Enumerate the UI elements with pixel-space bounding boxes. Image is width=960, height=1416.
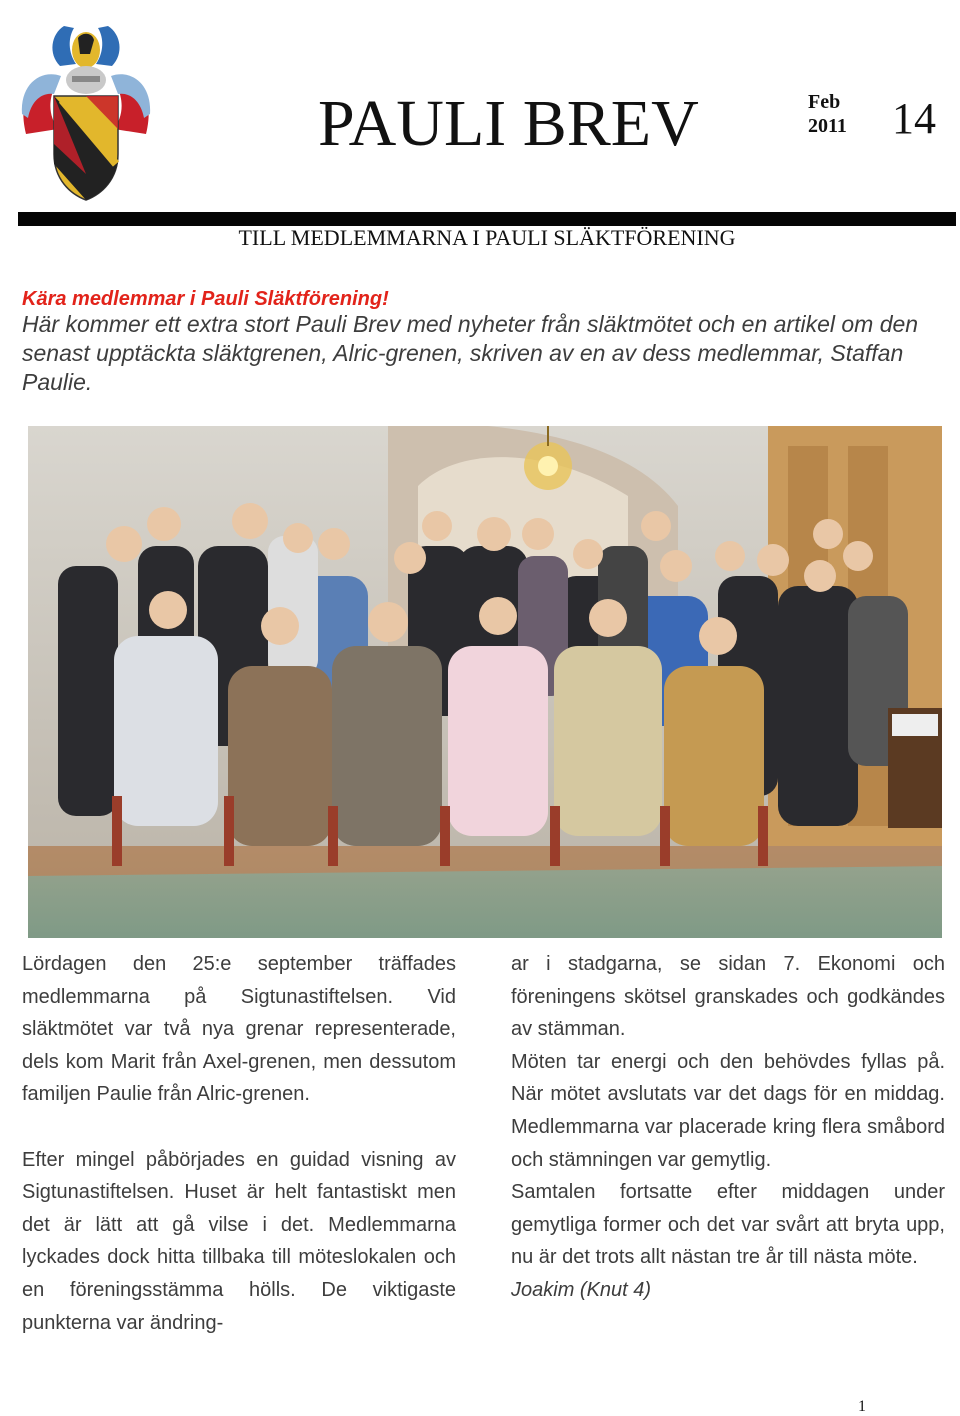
greeting: Kära medlemmar i Pauli Släktförening! [22, 288, 389, 310]
issue-year: 2011 [808, 115, 847, 137]
newsletter-title: PAULI BREV [318, 87, 699, 160]
page-number: 1 [858, 1398, 866, 1415]
issue-date [808, 90, 847, 138]
article-column-right [511, 948, 945, 1307]
issue-number: 14 [892, 94, 936, 143]
article-signature: Joakim (Knut 4) [511, 1278, 652, 1301]
article-paragraph: Samtalen fortsatte efter middagen under gemytliga former och det var svårt att bryta upp, nu är det trots allt nästan tre år till nästa möte. [511, 1181, 945, 1269]
article-paragraph: Möten tar energi och den behövdes fyllas på. När mötet avslutats var det dags för en middag. Medlemmarna var placerade kring flera småbord och stämningen var gemytlig. [511, 1050, 945, 1171]
article-paragraph: Efter mingel påbörjades en guidad visning av Sigtunastiftelsen. Huset är helt fantastiskt men det är lätt att gå vilse i det. Medlemmarna lyckades dock hitta tillbaka till möteslokalen och en föreningsstämma hölls. De viktigaste punkterna var ändring- [22, 1148, 456, 1334]
coat-of-arms-crest [16, 14, 156, 204]
intro-text: Här kommer ett extra stort Pauli Brev med nyheter från släktmötet och en artikel om den senast upptäckta släktgrenen, Alric-grenen, skriven av en av dess medlemmar, Staffan Paulie. [22, 311, 919, 395]
band-subtitle: TILL MEDLEMMARNA I PAULI SLÄKTFÖRENING [18, 226, 956, 250]
paragraph-gap [22, 1111, 456, 1144]
issue-month: Feb [808, 91, 841, 113]
group-photo [28, 426, 942, 938]
article-column-left [22, 948, 456, 1339]
article-paragraph: Lördagen den 25:e september träffades medlemmarna på Sigtunastiftelsen. Vid släktmötet var två nya grenar representerade, dels kom Marit från Axel-grenen, men dessutom familjen Paulie från Alric-grenen. [22, 953, 456, 1106]
article-paragraph-continued: ar i stadgarna, se sidan 7. Ekonomi och föreningens skötsel granskades och godkändes av stämman. [511, 953, 945, 1041]
